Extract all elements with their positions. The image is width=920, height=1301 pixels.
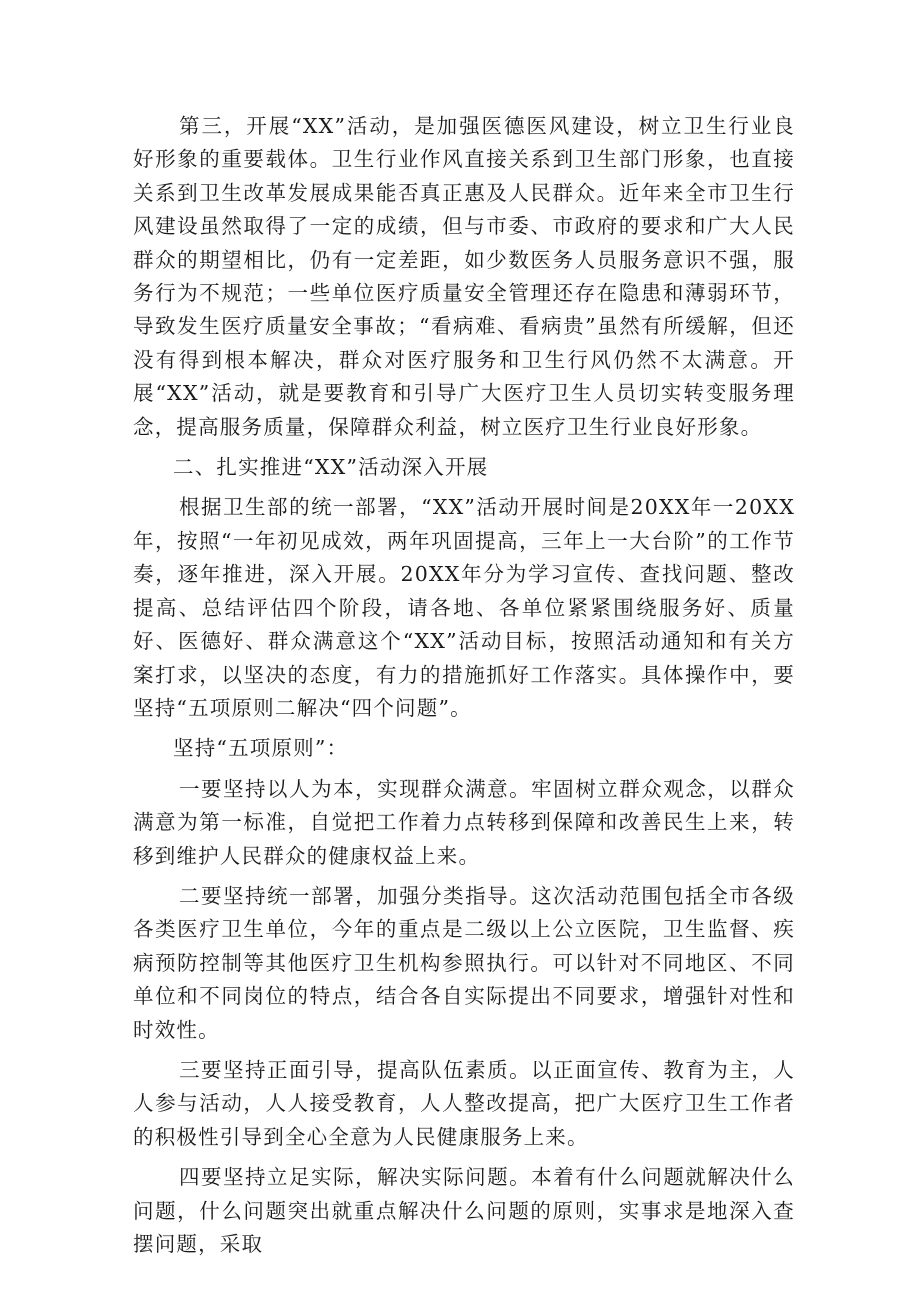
paragraph-principle-three: 三要坚持正面引导，提高队伍素质。以正面宣传、教育为主，人人参与活动，人人接受教育，人人整改提高，把广大医疗卫生工作者的积极性引导到全心全意为人民健康服务上来。 — [133, 1057, 795, 1149]
paragraph-principle-four: 四要坚持立足实际，解决实际问题。本着有什么问题就解决什么问题，什么问题突出就重点解决什么问题的原则，实事求是地深入查摆问题，采取 — [133, 1165, 795, 1256]
section-heading-two: 二、扎实推进“XX”活动深入开展 — [173, 455, 489, 480]
document-page — [133, 110, 795, 1290]
subheading-five-principles: 坚持“五项原则”： — [173, 736, 349, 761]
paragraph-principle-one: 一要坚持以人为本，实现群众满意。牢固树立群众观念，以群众满意为第一标准，自觉把工作着力点转移到保障和改善民生上来，转移到维护人民群众的健康权益上来。 — [133, 776, 795, 868]
paragraph-third-point: 第三，开展“XX”活动，是加强医德医风建设，树立卫生行业良好形象的重要载体。卫生行业作风直接关系到卫生部门形象，也直接关系到卫生改革发展成果能否真正惠及人民群众。近年来全市卫生行风建设虽然取得了一定的成绩，但与市委、市政府的要求和广大人民群众的期望相比，仍有一定差距，如少数医务人员服务意识不强，服务行为不规范；一些单位医疗质量安全管理还存在隐患和薄弱环节，导致发生医疗质量安全事故；“看病难、看病贵”虽然有所缓解，但还没有得到根本解决，群众对医疗服务和卫生行风仍然不太满意。开展“XX”活动，就是要教育和引导广大医疗卫生人员切实转变服务理念，提高服务质量，保障群众利益，树立医疗卫生行业良好形象。 — [133, 114, 795, 439]
paragraph-deployment: 根据卫生部的统一部署，“XX”活动开展时间是20XX年一20XX年，按照“一年初见成效，两年巩固提高，三年上一大台阶”的工作节奏，逐年推进，深入开展。20XX年分为学习宣传、查找问题、整改提高、总结评估四个阶段，请各地、各单位紧紧围绕服务好、质量好、医德好、群众满意这个“XX”活动目标，按照活动通知和有关方案打求，以坚决的态度，有力的措施抓好工作落实。具体操作中，要坚持“五项原则二解决“四个问题”。 — [133, 495, 795, 720]
paragraph-principle-two: 二要坚持统一部署，加强分类指导。这次活动范围包括全市各级各类医疗卫生单位，今年的重点是二级以上公立医院，卫生监督、疾病预防控制等其他医疗卫生机构参照执行。可以针对不同地区、不同单位和不同岗位的特点，结合各自实际提出不同要求，增强针对性和时效性。 — [133, 883, 795, 1042]
